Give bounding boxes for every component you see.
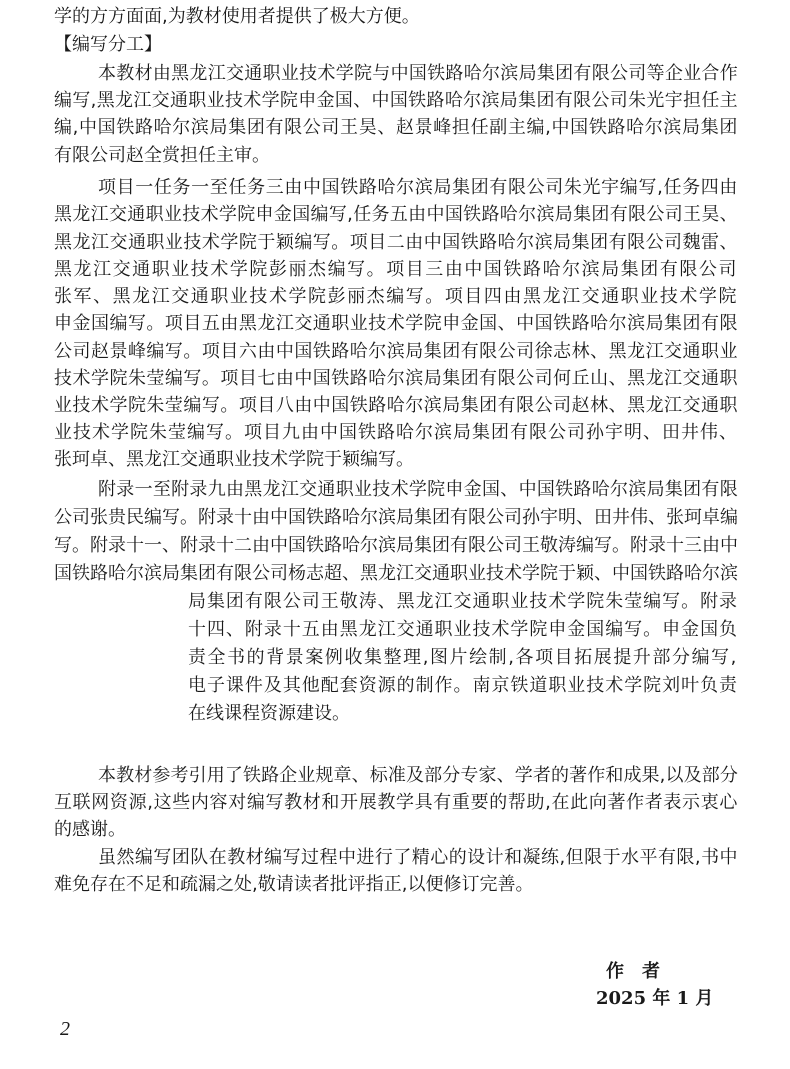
text-line: 业技术学院朱莹编写。项目九由中国铁路哈尔滨局集团有限公司孙宇明、田井伟、 <box>54 422 738 443</box>
text-line: 张军、黑龙江交通职业技术学院彭丽杰编写。项目四由黑龙江交通职业技术学院 <box>54 286 738 307</box>
text-line: 公司张贵民编写。附录十由中国铁路哈尔滨局集团有限公司孙宇明、田井伟、张珂卓编 <box>54 507 738 528</box>
text-line: 黑龙江交通职业技术学院申金国编写,任务五由中国铁路哈尔滨局集团有限公司王昊、 <box>54 204 738 225</box>
author-signature: 作 者 <box>606 961 660 982</box>
text-line: 本教材由黑龙江交通职业技术学院与中国铁路哈尔滨局集团有限公司等企业合作 <box>98 63 738 84</box>
text-line: 黑龙江交通职业技术学院彭丽杰编写。项目三由中国铁路哈尔滨局集团有限公司 <box>54 259 738 280</box>
text-line: 责全书的背景案例收集整理,图片绘制,各项目拓展提升部分编写, <box>188 647 738 668</box>
text-line: 附录一至附录九由黑龙江交通职业技术学院申金国、中国铁路哈尔滨局集团有限 <box>98 479 738 500</box>
text-line: 业技术学院朱莹编写。项目八由中国铁路哈尔滨局集团有限公司赵林、黑龙江交通职 <box>54 395 738 416</box>
section-heading: 【编写分工】 <box>54 34 162 55</box>
text-line: 张珂卓、黑龙江交通职业技术学院于颖编写。 <box>54 449 414 470</box>
text-line: 十四、附录十五由黑龙江交通职业技术学院申金国编写。申金国负 <box>188 619 738 640</box>
page-number: 2 <box>60 1018 70 1040</box>
text-line: 公司赵景峰编写。项目六由中国铁路哈尔滨局集团有限公司徐志林、黑龙江交通职业 <box>54 341 738 362</box>
text-line: 难免存在不足和疏漏之处,敬请读者批评指正,以便修订完善。 <box>54 874 534 895</box>
text-line: 学的方方面面,为教材使用者提供了极大方便。 <box>54 6 420 27</box>
text-line: 电子课件及其他配套资源的制作。南京铁道职业技术学院刘叶负责 <box>188 675 738 696</box>
signature-date: 2025 年 1 月 <box>596 988 714 1009</box>
text-line: 局集团有限公司王敬涛、黑龙江交通职业技术学院朱莹编写。附录 <box>188 591 738 612</box>
text-line: 在线课程资源建设。 <box>188 703 350 724</box>
text-line: 本教材参考引用了铁路企业规章、标准及部分专家、学者的著作和成果,以及部分 <box>98 765 738 786</box>
text-line: 项目一任务一至任务三由中国铁路哈尔滨局集团有限公司朱光宇编写,任务四由 <box>98 177 738 198</box>
text-line: 有限公司赵全赏担任主审。 <box>54 145 270 166</box>
text-line: 技术学院朱莹编写。项目七由中国铁路哈尔滨局集团有限公司何丘山、黑龙江交通职 <box>54 368 738 389</box>
text-line: 黑龙江交通职业技术学院于颖编写。项目二由中国铁路哈尔滨局集团有限公司魏雷、 <box>54 232 738 253</box>
text-line: 互联网资源,这些内容对编写教材和开展教学具有重要的帮助,在此向著作者表示衷心 <box>54 792 738 813</box>
text-line: 虽然编写团队在教材编写过程中进行了精心的设计和凝练,但限于水平有限,书中 <box>98 847 738 868</box>
text-line: 写。附录十一、附录十二由中国铁路哈尔滨局集团有限公司王敬涛编写。附录十三由中 <box>54 535 738 556</box>
text-line: 编,中国铁路哈尔滨局集团有限公司王昊、赵景峰担任副主编,中国铁路哈尔滨局集团 <box>54 117 738 138</box>
text-line: 的感谢。 <box>54 819 126 840</box>
text-line: 编写,黑龙江交通职业技术学院申金国、中国铁路哈尔滨局集团有限公司朱光宇担任主 <box>54 90 738 111</box>
text-line: 国铁路哈尔滨局集团有限公司杨志超、黑龙江交通职业技术学院于颖、中国铁路哈尔滨 <box>54 563 738 584</box>
text-line: 申金国编写。项目五由黑龙江交通职业技术学院申金国、中国铁路哈尔滨局集团有限 <box>54 313 738 334</box>
